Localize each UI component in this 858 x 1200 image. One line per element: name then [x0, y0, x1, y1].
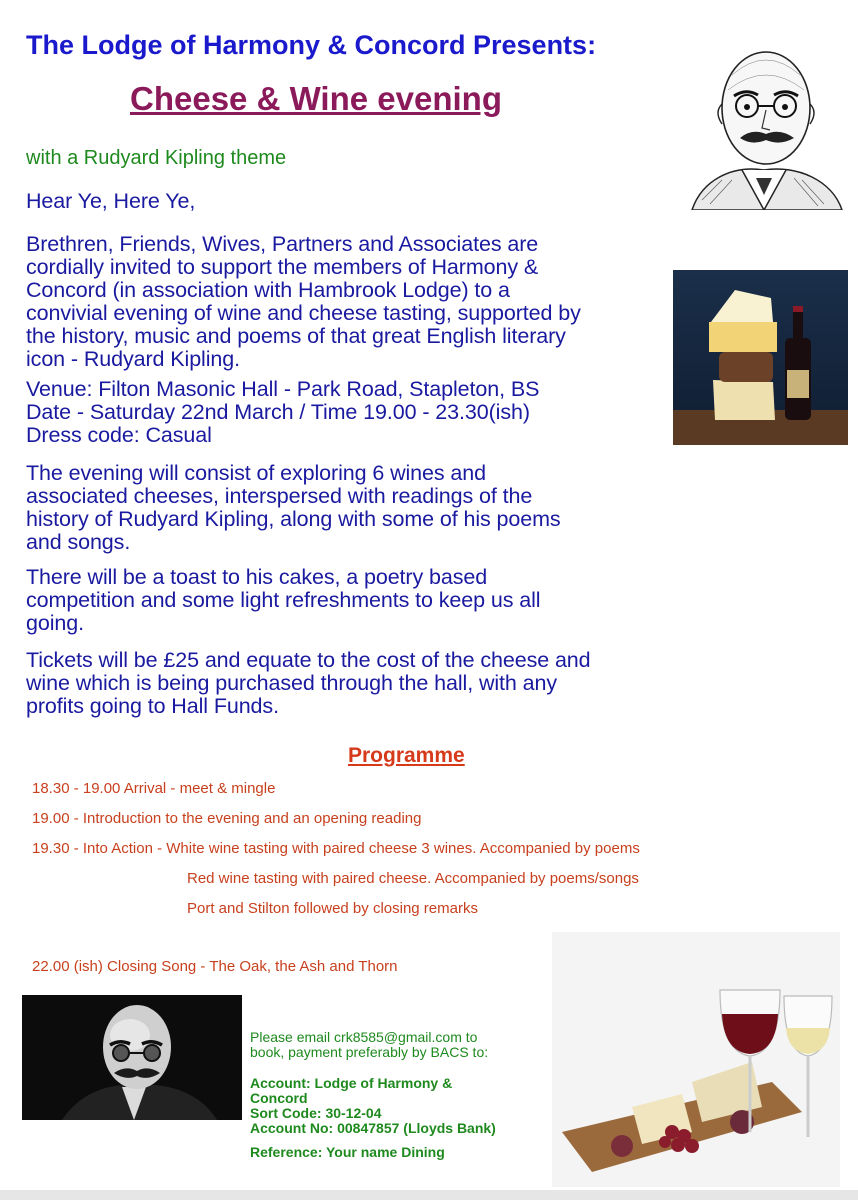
wine-glasses-cheese-photo: [552, 932, 840, 1187]
venue-details: [26, 378, 666, 447]
greeting: Hear Ye, Here Ye,: [26, 189, 196, 213]
programme-item: Red wine tasting with paired cheese. Accompanied by poems/songs: [187, 870, 639, 887]
tickets-line: wine which is being purchased through the hall, with any: [26, 671, 558, 695]
programme-item: Port and Stilton followed by closing remarks: [187, 900, 478, 917]
programme-item: 18.30 - 19.00 Arrival - meet & mingle: [32, 780, 276, 797]
toast-line: competition and some light refreshments to keep us all: [26, 588, 541, 612]
email-line: book, payment preferably by BACS to:: [250, 1044, 489, 1060]
poster-title: The Lodge of Harmony & Concord Presents:: [26, 30, 597, 60]
intro-line: icon - Rudyard Kipling.: [26, 347, 241, 371]
toast-paragraph: [26, 566, 666, 635]
intro-line: Brethren, Friends, Wives, Partners and Associates are: [26, 232, 539, 256]
venue-line: Venue: Filton Masonic Hall - Park Road, Stapleton, BS: [26, 377, 540, 401]
event-title: Cheese & Wine evening: [130, 80, 502, 117]
toast-line: There will be a toast to his cakes, a poetry based: [26, 565, 488, 589]
kipling-photo-portrait: [22, 995, 242, 1120]
evening-paragraph: [26, 462, 666, 554]
programme-item: 22.00 (ish) Closing Song - The Oak, the Ash and Thorn: [32, 958, 398, 975]
programme-item: 19.30 - Into Action - White wine tasting with paired cheese 3 wines. Accompanied by poems: [32, 840, 640, 857]
account-number: Account No: 00847857 (Lloyds Bank): [250, 1120, 496, 1136]
kipling-sketch-portrait: [682, 20, 847, 210]
intro-line: convivial evening of wine and cheese tasting, supported by: [26, 301, 581, 325]
tickets-paragraph: [26, 649, 696, 718]
account-name: Account: Lodge of Harmony &: [250, 1075, 453, 1091]
intro-paragraph: [26, 233, 666, 371]
toast-line: going.: [26, 611, 84, 635]
evening-line: and songs.: [26, 530, 131, 554]
event-theme: with a Rudyard Kipling theme: [26, 147, 287, 169]
tickets-line: Tickets will be £25 and equate to the cost of the cheese and: [26, 648, 591, 672]
cheese-stack-wine-photo: [673, 270, 848, 445]
intro-line: the history, music and poems of that great English literary: [26, 324, 566, 348]
evening-line: The evening will consist of exploring 6 wines and: [26, 461, 486, 485]
contact-details: [250, 1030, 550, 1160]
evening-line: associated cheeses, interspersed with readings of the: [26, 484, 533, 508]
intro-line: Concord (in association with Hambrook Lodge) to a: [26, 278, 510, 302]
page-bottom-edge: [0, 1190, 858, 1200]
payment-reference: Reference: Your name Dining: [250, 1144, 445, 1160]
programme-title: Programme: [348, 744, 465, 767]
dress-code-line: Dress code: Casual: [26, 423, 212, 447]
account-name: Concord: [250, 1090, 308, 1106]
programme-item: 19.00 - Introduction to the evening and an opening reading: [32, 810, 422, 827]
email-line: Please email crk8585@gmail.com to: [250, 1029, 478, 1045]
date-line: Date - Saturday 22nd March / Time 19.00 - 23.30(ish): [26, 400, 530, 424]
evening-line: history of Rudyard Kipling, along with some of his poems: [26, 507, 561, 531]
tickets-line: profits going to Hall Funds.: [26, 694, 279, 718]
sort-code: Sort Code: 30-12-04: [250, 1105, 382, 1121]
intro-line: cordially invited to support the members of Harmony &: [26, 255, 539, 279]
